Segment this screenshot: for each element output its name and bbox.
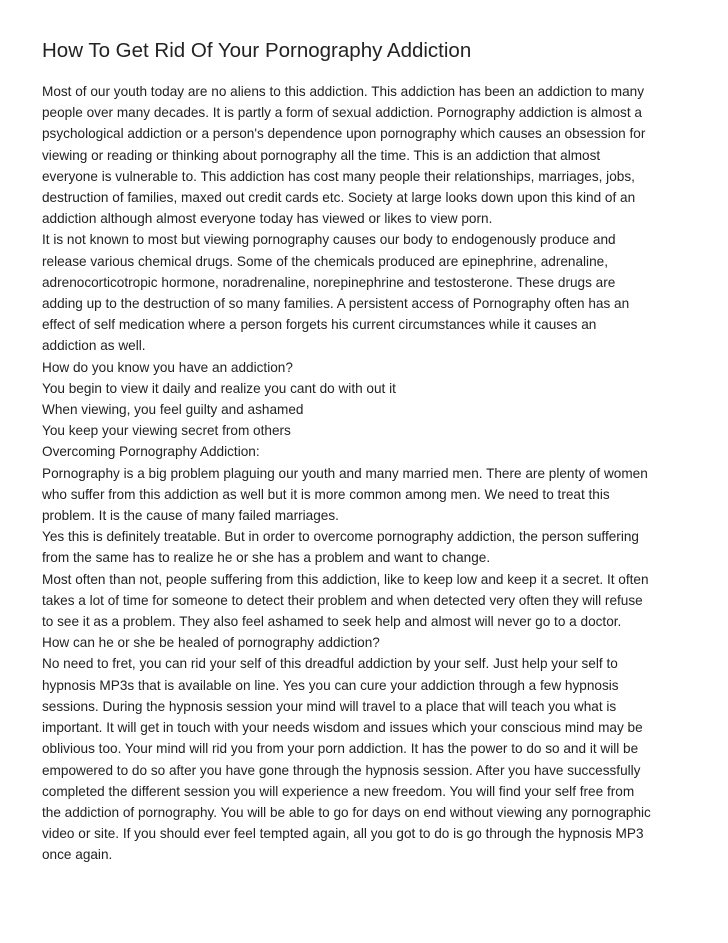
body-line: who suffer from this addiction as well but it is more common among men. We need to treat this [42,486,610,502]
body-line: addiction as well. [42,338,146,354]
body-line: Yes this is definitely treatable. But in order to overcome pornography addiction, the person suffering [42,529,639,545]
body-line: Overcoming Pornography Addiction: [42,444,260,460]
body-line: takes a lot of time for someone to detect their problem and when detected very often they will refuse [42,592,643,608]
body-line: You keep your viewing secret from others [42,423,291,439]
body-line: release various chemical drugs. Some of the chemicals produced are epinephrine, adrenaline, [42,253,608,269]
body-line: completed the different session you will experience a new freedom. You will find your self free from [42,783,635,799]
body-line: How can he or she be healed of pornography addiction? [42,635,380,651]
body-line: No need to fret, you can rid your self of this dreadful addiction by your self. Just help your self to [42,656,618,672]
body-line: Most often than not, people suffering from this addiction, like to keep low and keep it a secret. It often [42,571,649,587]
body-line: video or site. If you should ever feel tempted again, all you got to do is go through the hypnosis MP3 [42,826,644,842]
body-line: When viewing, you feel guilty and ashamed [42,402,304,418]
body-line: from the same has to realize he or she has a problem and want to change. [42,550,491,566]
body-line: How do you know you have an addiction? [42,359,293,375]
body-line: psychological addiction or a person's dependence upon pornography which causes an obsession for [42,126,646,142]
body-line: everyone is vulnerable to. This addiction has cost many people their relationships, marriages, jobs, [42,168,635,184]
document-page [42,38,702,866]
body-line: viewing or reading or thinking about pornography all the time. This is an addiction that almost [42,147,601,163]
body-line: adrenocorticotropic hormone, noradrenaline, norepinephrine and testosterone. These drugs are [42,274,616,290]
body-line: empowered to do so after you have gone through the hypnosis session. After you have successfully [42,762,641,778]
body-line: Pornography is a big problem plaguing our youth and many married men. There are plenty of women [42,465,648,481]
body-line: destruction of families, maxed out credit cards etc. Society at large looks down upon this kind of an [42,190,636,206]
body-line: once again. [42,847,113,863]
body-line: problem. It is the cause of many failed marriages. [42,508,339,524]
document-body [42,81,702,866]
body-line: hypnosis MP3s that is available on line. Yes you can cure your addiction through a few hypnosis [42,677,619,693]
body-line: the addiction of pornography. You will be able to go for days on end without viewing any pornographic [42,804,651,820]
body-line: sessions. During the hypnosis session your mind will travel to a place that will teach you what is [42,698,617,714]
body-line: It is not known to most but viewing pornography causes our body to endogenously produce and [42,232,616,248]
body-line: important. It will get in touch with your needs wisdom and issues which your conscious mind may be [42,720,643,736]
body-line: You begin to view it daily and realize you cant do with out it [42,380,396,396]
body-line: addiction although almost everyone today has viewed or likes to view porn. [42,211,493,227]
body-line: adding up to the destruction of so many families. A persistent access of Pornography often has an [42,296,630,312]
body-line: effect of self medication where a person forgets his current circumstances while it causes an [42,317,597,333]
body-line: Most of our youth today are no aliens to this addiction. This addiction has been an addiction to many [42,84,645,99]
body-line: to see it as a problem. They also feel ashamed to seek help and almost will never go to a doctor. [42,614,622,630]
body-line: oblivious too. Your mind will rid you from your porn addiction. It has the power to do so and it will be [42,741,639,757]
body-line: people over many decades. It is partly a form of sexual addiction. Pornography addiction is almost a [42,105,642,121]
document-title: How To Get Rid Of Your Pornography Addiction [42,39,472,62]
